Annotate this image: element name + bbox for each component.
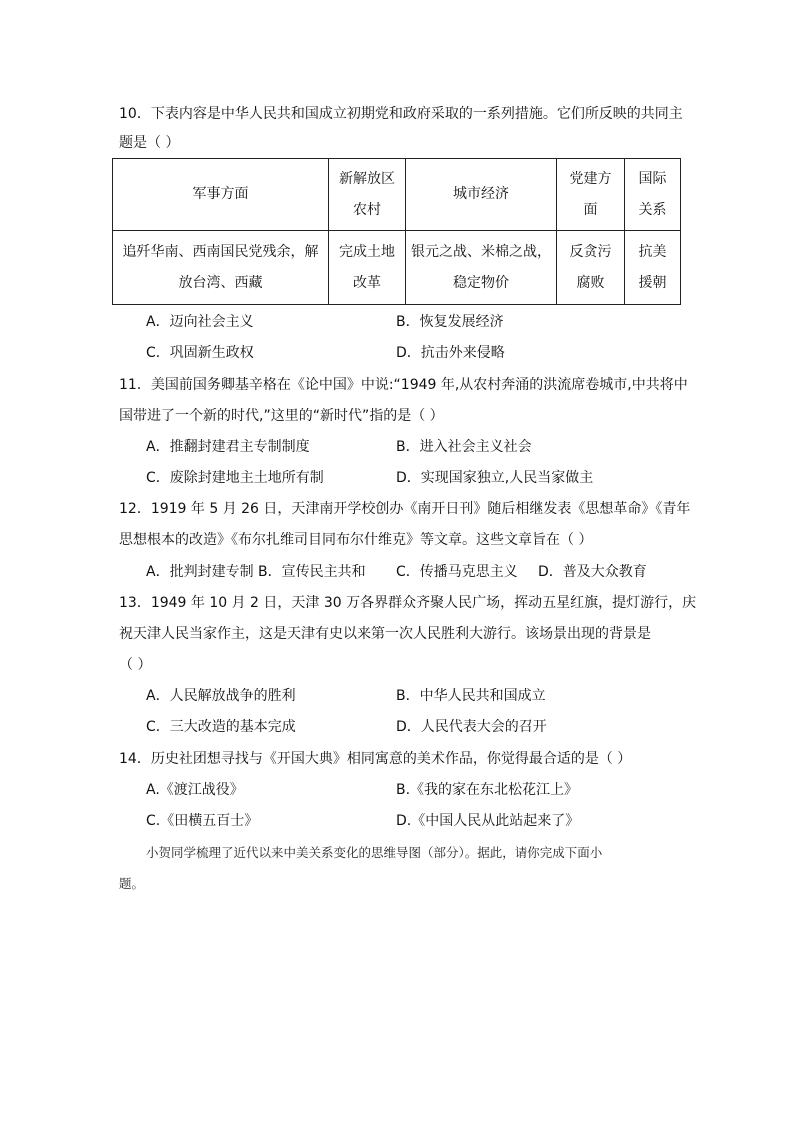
q10-option-d[interactable]: D．抗击外来侵略 bbox=[396, 345, 505, 361]
q13-option-b[interactable]: B．中华人民共和国成立 bbox=[396, 688, 546, 704]
header-international: 国际 关系 bbox=[625, 159, 681, 231]
q11-stem-line2: 国带进了一个新的时代,”这里的“新时代”指的是（ ） bbox=[119, 408, 444, 424]
q10-measures-table bbox=[112, 158, 681, 305]
cell-urban-economy: 银元之战、米棉之战， 稳定物价 bbox=[406, 231, 557, 305]
q14-option-a[interactable]: A.《渡江战役》 bbox=[146, 782, 244, 798]
q13-option-d[interactable]: D．人民代表大会的召开 bbox=[396, 719, 547, 735]
q10-option-b[interactable]: B．恢复发展经济 bbox=[396, 314, 504, 330]
q12-option-a[interactable]: A．批判封建专制 bbox=[146, 564, 254, 580]
cell-party-building: 反贪污 腐败 bbox=[557, 231, 625, 305]
q10-stem-line2: 题是（ ） bbox=[119, 135, 180, 151]
q10-stem-line1: 10．下表内容是中华人民共和国成立初期党和政府采取的一系列措施。它们所反映的共同主 bbox=[119, 106, 683, 122]
q11-option-a[interactable]: A．推翻封建君主专制制度 bbox=[146, 439, 310, 455]
q13-stem-line1: 13．1949 年 10 月 2 日，天津 30 万各界群众齐聚人民广场，挥动五星红旗，提灯游行，庆 bbox=[119, 595, 697, 611]
q14-stem-line1: 14．历史社团想寻找与《开国大典》相同寓意的美术作品，你觉得最合适的是（ ） bbox=[119, 751, 632, 767]
q10-option-a[interactable]: A．迈向社会主义 bbox=[146, 314, 254, 330]
cell-international: 抗美 援朝 bbox=[625, 231, 681, 305]
q10-option-c[interactable]: C．巩固新生政权 bbox=[146, 345, 254, 361]
q14-option-d[interactable]: D.《中国人民从此站起来了》 bbox=[396, 813, 580, 829]
q14-option-c[interactable]: C.《田横五百士》 bbox=[146, 813, 259, 829]
q11-option-d[interactable]: D．实现国家独立,人民当家做主 bbox=[396, 470, 594, 486]
q11-option-c[interactable]: C．废除封建地主土地所有制 bbox=[146, 470, 324, 486]
q13-stem-line2: 祝天津人民当家作主，这是天津有史以来第一次人民胜利大游行。该场景出现的背景是 bbox=[119, 626, 651, 642]
q14-option-b[interactable]: B.《我的家在东北松花江上》 bbox=[396, 782, 579, 798]
q12-option-b[interactable]: B．宣传民主共和 bbox=[258, 564, 366, 580]
q12-option-c[interactable]: C．传播马克思主义 bbox=[396, 564, 518, 580]
q11-stem-line1: 11．美国前国务卿基辛格在《论中国》中说:“1949 年,从农村奔涌的洪流席卷城市,中共将中 bbox=[119, 377, 688, 393]
header-rural: 新解放区 农村 bbox=[329, 159, 406, 231]
header-military: 军事方面 bbox=[113, 159, 329, 231]
q13-option-a[interactable]: A．人民解放战争的胜利 bbox=[146, 688, 296, 704]
q12-stem-line2: 思想根本的改造》《布尔扎维司目同布尔什维克》等文章。这些文章旨在（ ） bbox=[119, 532, 593, 548]
q13-stem-line3: （ ） bbox=[119, 657, 152, 673]
q13-option-c[interactable]: C．三大改造的基本完成 bbox=[146, 719, 296, 735]
q12-option-d[interactable]: D．普及大众教育 bbox=[538, 564, 647, 580]
mindmap-intro-line2: 题。 bbox=[119, 876, 145, 891]
header-party-building: 党建方 面 bbox=[557, 159, 625, 231]
q12-stem-line1: 12．1919 年 5 月 26 日，天津南开学校创办《南开日刊》随后相继发表《思想革命》《青年 bbox=[119, 501, 691, 517]
cell-military: 追歼华南、西南国民党残余，解 放台湾、西藏 bbox=[113, 231, 329, 305]
header-urban-economy: 城市经济 bbox=[406, 159, 557, 231]
mindmap-intro-line1: 小贺同学梳理了近代以来中美关系变化的思维导图（部分）。据此，请你完成下面小 bbox=[146, 845, 603, 860]
table-row bbox=[113, 231, 681, 305]
table-header-row bbox=[113, 159, 681, 231]
q11-option-b[interactable]: B．进入社会主义社会 bbox=[396, 439, 532, 455]
cell-rural: 完成土地 改革 bbox=[329, 231, 406, 305]
